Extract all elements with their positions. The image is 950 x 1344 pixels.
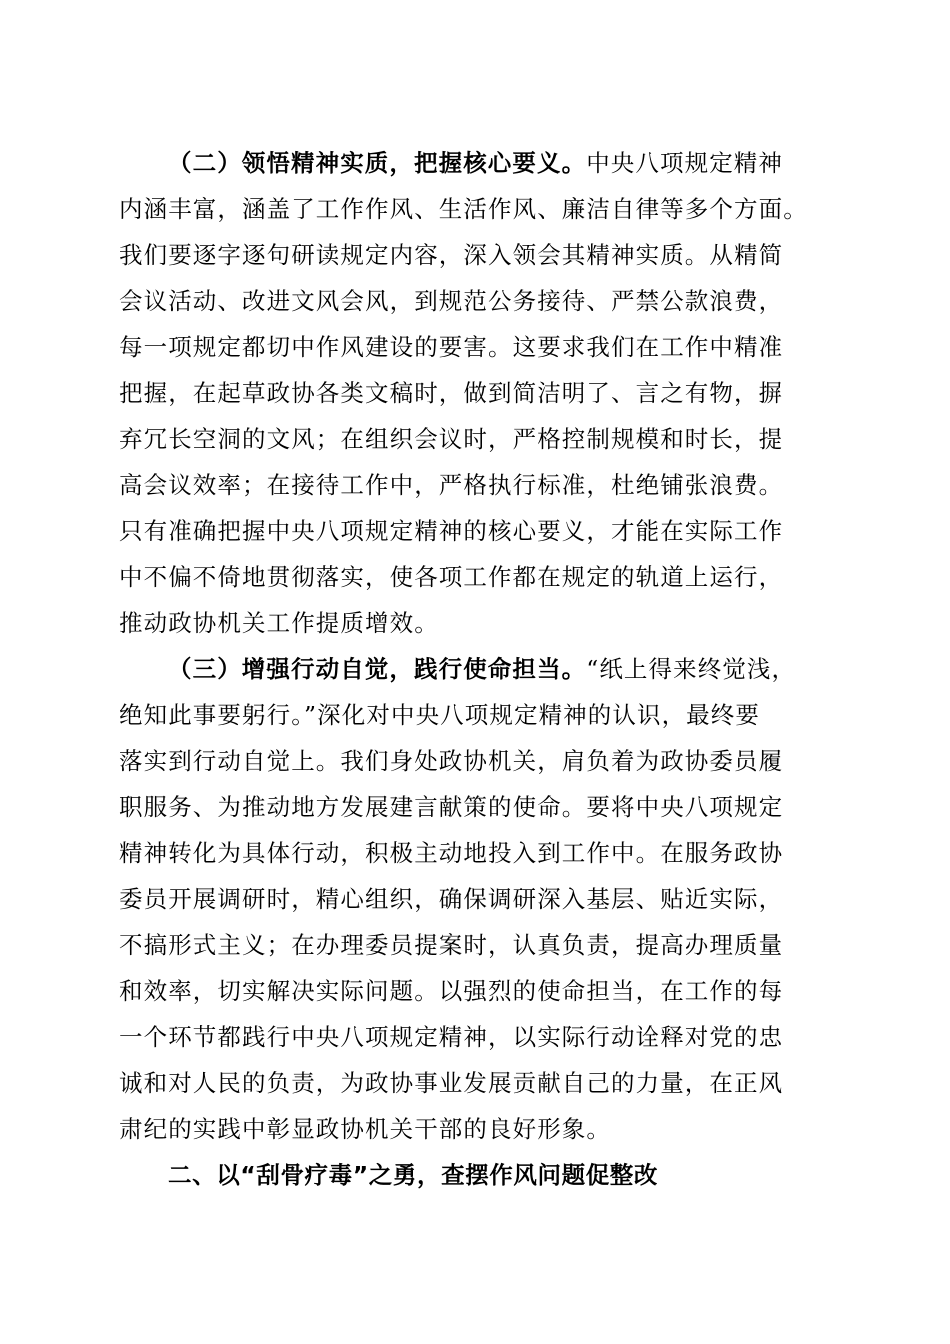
paragraph-2-line-2: 内涵丰富，涵盖了工作作风、生活作风、廉洁自律等多个方面。 xyxy=(119,195,808,223)
paragraph-2-line-9: 只有准确把握中央八项规定精神的核心要义，才能在实际工作 xyxy=(119,517,784,545)
paragraph-3-line-8: 和效率，切实解决实际问题。以强烈的使命担当，在工作的每 xyxy=(119,977,784,1005)
paragraph-2-line-7: 弃冗长空洞的文风；在组织会议时，严格控制规模和时长，提 xyxy=(119,425,784,453)
paragraph-3-line-1 xyxy=(168,654,796,684)
paragraph-2-line-10: 中不偏不倚地贯彻落实，使各项工作都在规定的轨道上运行， xyxy=(119,563,784,591)
paragraph-3-line-10: 诚和对人民的负责，为政协事业发展贡献自己的力量，在正风 xyxy=(119,1069,784,1097)
paragraph-2-line-6: 把握，在起草政协各类文稿时，做到简洁明了、言之有物，摒 xyxy=(119,379,784,407)
paragraph-2-line-11: 推动政协机关工作提质增效。 xyxy=(119,609,439,637)
paragraph-2-line-5: 每一项规定都切中作风建设的要害。这要求我们在工作中精准 xyxy=(119,333,784,361)
paragraph-3-line-6: 委员开展调研时，精心组织，确保调研深入基层、贴近实际， xyxy=(119,885,784,913)
section-two-heading: 二、以“刮骨疗毒”之勇，查摆作风问题促整改 xyxy=(168,1161,658,1189)
paragraph-3-line-3: 落实到行动自觉上。我们身处政协机关，肩负着为政协委员履 xyxy=(119,747,784,775)
paragraph-3-line-7: 不搞形式主义；在办理委员提案时，认真负责，提高办理质量 xyxy=(119,931,784,959)
paragraph-3-heading: （三）增强行动自觉，践行使命担当。 xyxy=(168,655,587,683)
paragraph-3-line-11: 肃纪的实践中彰显政协机关干部的良好形象。 xyxy=(119,1115,611,1143)
paragraph-2-line-3: 我们要逐字逐句研读规定内容，深入领会其精神实质。从精简 xyxy=(119,241,784,269)
paragraph-2-heading: （二）领悟精神实质，把握核心要义。 xyxy=(168,149,587,177)
paragraph-3-line-4: 职服务、为推动地方发展建言献策的使命。要将中央八项规定 xyxy=(119,793,784,821)
paragraph-3-line-5: 精神转化为具体行动，积极主动地投入到工作中。在服务政协 xyxy=(119,839,784,867)
paragraph-2-line-1-text: 中央八项规定精神 xyxy=(586,149,784,177)
paragraph-3-line-1-text: “纸上得来终觉浅， xyxy=(586,655,797,683)
paragraph-2-line-4: 会议活动、改进文风会风，到规范公务接待、严禁公款浪费， xyxy=(119,287,784,315)
paragraph-3-line-2: 绝知此事要躬行。”深化对中央八项规定精神的认识，最终要 xyxy=(119,701,760,729)
paragraph-3-line-9: 一个环节都践行中央八项规定精神，以实际行动诠释对党的忠 xyxy=(119,1023,784,1051)
paragraph-2-line-8: 高会议效率；在接待工作中，严格执行标准，杜绝铺张浪费。 xyxy=(119,471,784,499)
paragraph-2-line-1 xyxy=(168,148,783,178)
